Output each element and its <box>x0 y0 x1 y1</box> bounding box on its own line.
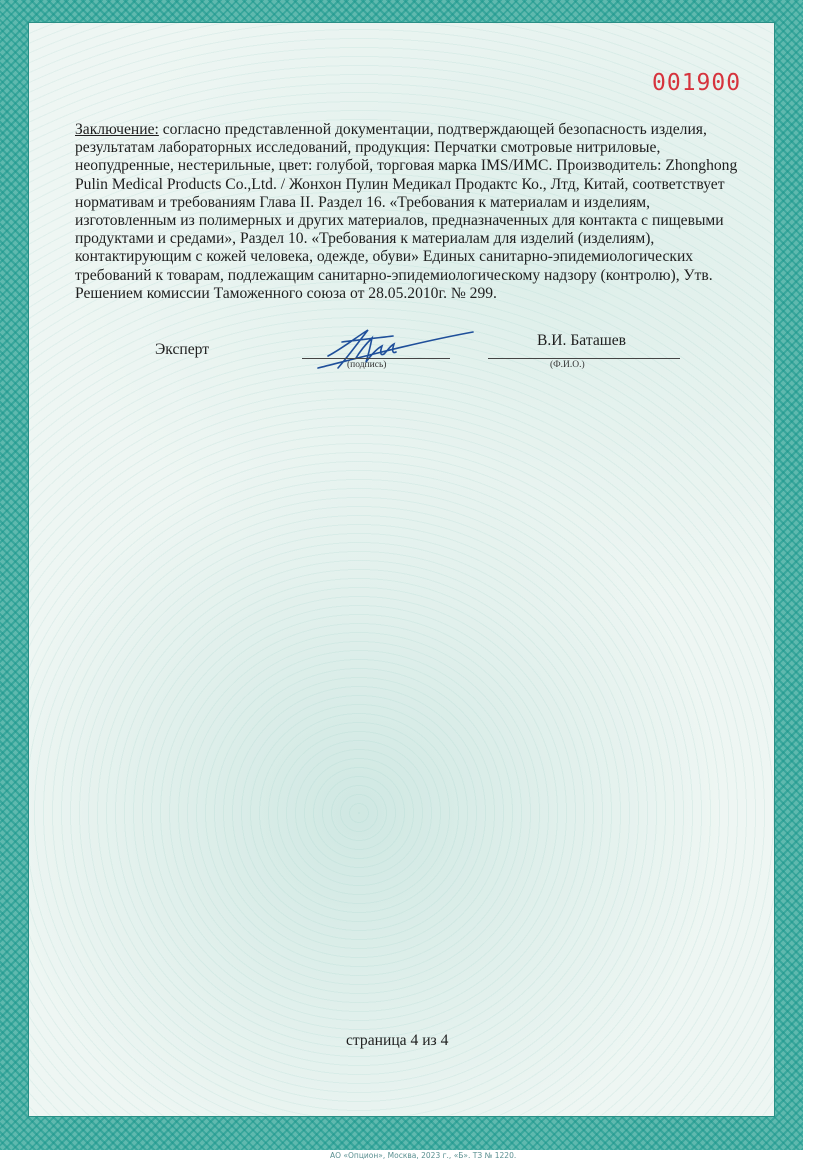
expert-name: В.И. Баташев <box>537 332 627 349</box>
signature-line <box>302 358 450 359</box>
conclusion-paragraph <box>75 121 755 303</box>
conclusion-text: согласно представленной документации, подтверждающей безопасность изделия, результатам лабораторных исследований, продукция: Перчатки смотровые нитриловые, неопудренные, нестерильные, цвет: голубой, торговая марка IMS/ИМС. Производитель: Zhonghong Pulin Medical Products Co.,Ltd. / Жонхон Пулин Медикал Продактс Ко., Лтд, Китай, соответствует нормативам и требованиям Глава II. Раздел 16. «Требования к материалам и изделиям, изготовленным из полимерных и других материалов, предназначенных для контакта с пищевыми продуктами и средами», Раздел 10. «Требования к материалам для изделий (изделиям), контактирующим с кожей человека, одежде, обуви» Единых санитарно-эпидемиологических требований к товарам, подлежащим санитарно-эпидемиологическому надзору (контролю), Утв. Решением комиссии Таможенного союза от 28.05.2010г. № 299. <box>75 121 738 302</box>
name-caption: (Ф.И.О.) <box>550 360 585 370</box>
serial-number: 001900 <box>652 70 742 96</box>
handwritten-signature <box>298 318 478 378</box>
conclusion-label: Заключение: <box>75 121 159 138</box>
name-line <box>488 358 680 359</box>
signature-caption: (подпись) <box>347 360 387 370</box>
expert-role-label: Эксперт <box>155 341 210 358</box>
printer-imprint: АО «Опцион», Москва, 2023 г., «Б». ТЗ № 1220. <box>330 1151 517 1160</box>
page-number: страница 4 из 4 <box>346 1032 449 1049</box>
